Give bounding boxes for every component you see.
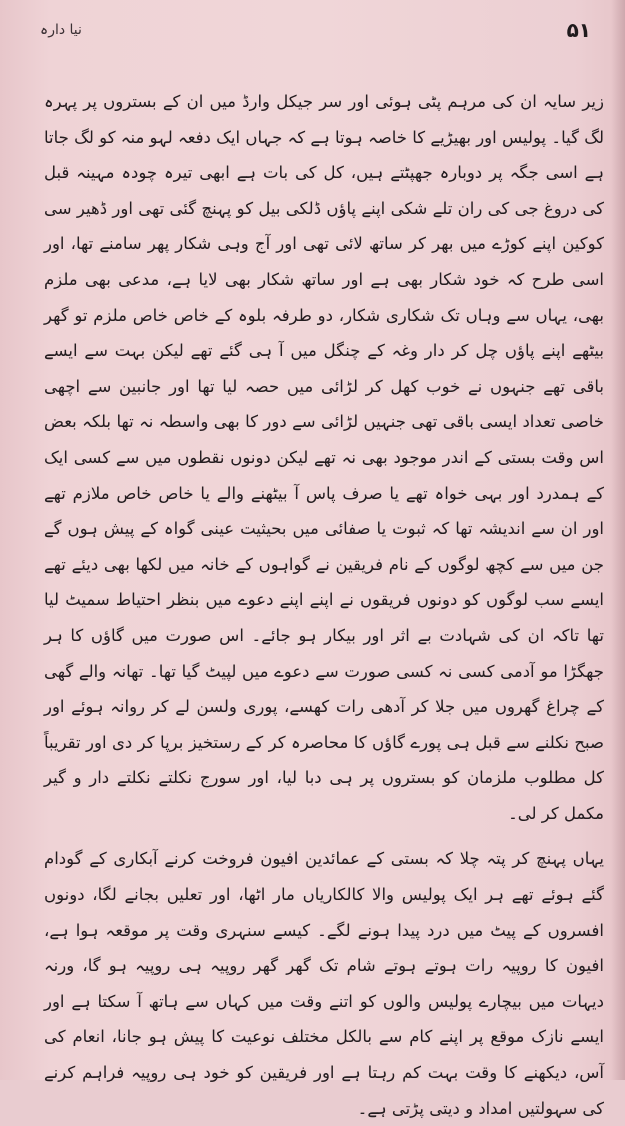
running-header: نیا دارہ: [40, 22, 82, 38]
paragraph-2: یہاں پہنچ کر پتہ چلا کہ بستی کے عمائدین افیون فروخت کرنے آبکاری کے گودام گئے ہوئے تھے ہر ایک پولیس والا کالکاریاں مار اٹھا، اور تعلیں بجانے لگا، دونوں افسروں کے پیٹ میں درد پیدا ہونے لگے۔ کیسے سنہری وقت پر موقعہ ہوا ہے، افیون کا روپیہ رات ہوتے ہوتے شام تک گھر گھر روپیہ ہی روپیہ ہو گا، ورنہ دیہات میں بیچارے پولیس والوں کو اتنے وقت میں کہاں سے ہاتھ آ سکتا ہے اور ایسے نازک موقع پر اپنے کام سے بالکل مختلف نوعیت کا پیش ہو جانا، انعام کی آس، دیکھنے کا وقت بہت کم رہتا ہے اور فریقین کو خود ہی روپیہ فراہم کرنے کی سہولتیں امداد و دیتی پڑتی ہے۔: [44, 849, 604, 1118]
paragraph-1: زیر سایہ ان کی مرہم پٹی ہوئی اور سر جیکل وارڈ میں ان کے بستروں پر پہرہ لگ گیا۔ پولیس اور بھیڑیے کا خاصہ ہوتا ہے کہ جہاں ایک دفعہ لہو منہ کو لگ جاتا ہے اسی جگہ پر دوبارہ جھپٹتے ہیں، کل کی بات ہے ابھی تیرہ چودہ مہینہ قبل کی دروغ جی کی ران تلے شکی اپنے پاؤں ڈلکی بیل کو پہنچ گئی تھی اور ڈھیر سی کوکین اپنے کوڑے میں بھر کر ساتھ لائی تھی اور آج وہی شکار پھر سامنے تھا، اور اسی طرح کہ خود شکار بھی ہے اور ساتھ شکار بھی لایا ہے، مدعی بھی ملزم بھی، یہاں سے وہاں تک شکاری شکار، دو طرفہ بلوہ کے خاص خاص ملزم تو گھر بیٹھے اپنے پاؤں چل کر دار وغہ کے چنگل میں آ ہی گئے تھے لیکن بہت سے ایسے باقی تھے جنہوں نے خوب کھل کر لڑائی میں حصہ لیا تھا اور جانبین سے اچھی خاصی تعداد ایسی باقی تھی جنہیں لڑائی سے دور کا بھی واسطہ نہ تھا بلکہ بعض اس وقت بستی کے اندر موجود بھی نہ تھے لیکن دونوں نقطوں میں سے کسی ایک کے ہمدرد اور بہی خواہ تھے یا صرف پاس آ بیٹھنے والے یا خاص خاص ملازم تھے اور ان سے اندیشہ تھا کہ ثبوت یا صفائی میں بحیثیت عینی گواہ کے پیش ہوں گے جن میں سے کچھ لوگوں کے نام فریقین نے گواہوں کے خانہ میں لکھا بھی دیئے تھے ایسے سب لوگوں کو دونوں فریقوں نے اپنے اپنے دعوے میں بنظر احتیاط سمیٹ لیا تھا تاکہ ان کی شہادت بے اثر اور بیکار ہو جائے۔ اس صورت میں گاؤں کا ہر جھگڑا مو آدمی کسی نہ کسی صورت سے دعوے میں لپیٹ گیا تھا۔ تھانہ والے گھی کے چراغ گھروں میں جلا کر آدھی رات کھسے، پوری ولسن لے کر روانہ ہوئے اور صبح نکلنے سے قبل ہی پورے گاؤں کا محاصرہ کر کے رستخیز برپا کر دی اور تقریباً کل مطلوب ملزمان کو بستروں پر ہی دبا لیا، اور سورج نکلتے نکلتے دار و گیر مکمل کر لی۔: [44, 92, 604, 823]
page-spine-shadow: [611, 0, 625, 1080]
page-number: ۵۱: [566, 18, 591, 42]
body-text: [44, 84, 604, 1126]
